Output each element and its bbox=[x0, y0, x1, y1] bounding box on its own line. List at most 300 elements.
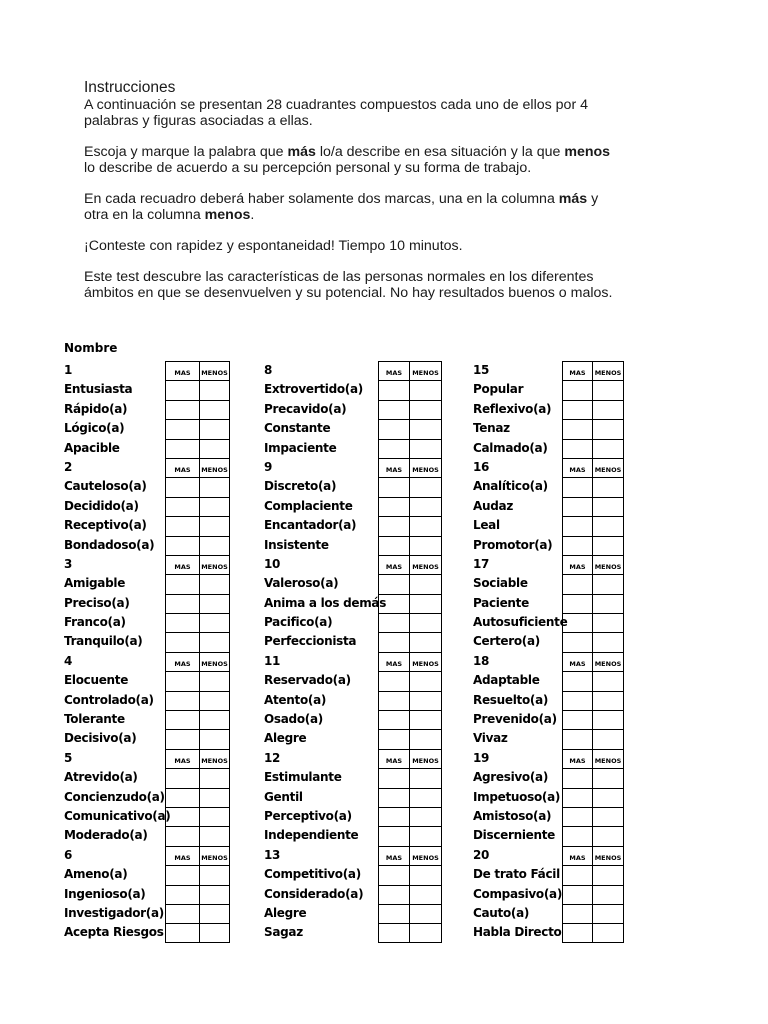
word-row bbox=[264, 497, 442, 516]
word-row bbox=[473, 632, 624, 651]
mas-checkbox[interactable] bbox=[378, 380, 409, 399]
menos-checkbox[interactable] bbox=[409, 400, 442, 419]
menos-checkbox[interactable] bbox=[409, 885, 442, 904]
word-label: Autosuficiente bbox=[473, 615, 568, 630]
menos-checkbox[interactable] bbox=[592, 419, 624, 438]
mas-checkbox[interactable] bbox=[562, 497, 592, 516]
word-label: Pacifico(a) bbox=[264, 615, 333, 630]
word-row bbox=[473, 923, 624, 942]
word-row bbox=[264, 729, 442, 748]
paragraph-text: y otra en la columna bbox=[84, 191, 599, 223]
menos-checkbox[interactable] bbox=[592, 477, 624, 496]
mas-checkbox[interactable] bbox=[378, 923, 409, 942]
mas-column-header: MAS bbox=[165, 749, 199, 768]
word-label: Leal bbox=[473, 518, 500, 533]
mas-checkbox[interactable] bbox=[165, 807, 199, 826]
block-number: 13 bbox=[264, 847, 281, 862]
word-row bbox=[473, 497, 624, 516]
word-row bbox=[64, 594, 230, 613]
word-row bbox=[473, 768, 624, 787]
mas-checkbox[interactable] bbox=[562, 439, 592, 458]
menos-checkbox[interactable] bbox=[199, 536, 230, 555]
mas-checkbox[interactable] bbox=[165, 691, 199, 710]
menos-checkbox[interactable] bbox=[199, 865, 230, 884]
block-header-row bbox=[64, 749, 230, 768]
mas-checkbox[interactable] bbox=[562, 516, 592, 535]
word-label: Tenaz bbox=[473, 421, 510, 436]
menos-checkbox[interactable] bbox=[199, 380, 230, 399]
mas-checkbox[interactable] bbox=[378, 419, 409, 438]
menos-checkbox[interactable] bbox=[592, 729, 624, 748]
mas-checkbox[interactable] bbox=[165, 516, 199, 535]
mas-checkbox[interactable] bbox=[165, 574, 199, 593]
mas-checkbox[interactable] bbox=[378, 904, 409, 923]
menos-checkbox[interactable] bbox=[199, 904, 230, 923]
mas-checkbox[interactable] bbox=[378, 710, 409, 729]
block-header-row bbox=[473, 555, 624, 574]
word-row bbox=[64, 885, 230, 904]
mas-column-header: MAS bbox=[562, 555, 592, 574]
menos-checkbox[interactable] bbox=[592, 923, 624, 942]
block-number: 19 bbox=[473, 750, 490, 765]
word-row bbox=[473, 594, 624, 613]
mas-checkbox[interactable] bbox=[165, 826, 199, 845]
mas-checkbox[interactable] bbox=[562, 710, 592, 729]
menos-column-header: MENOS bbox=[592, 361, 624, 380]
menos-checkbox[interactable] bbox=[199, 419, 230, 438]
mas-checkbox[interactable] bbox=[378, 729, 409, 748]
menos-column-header: MENOS bbox=[199, 846, 230, 865]
word-label: Elocuente bbox=[64, 673, 129, 688]
word-label: Compasivo(a) bbox=[473, 886, 563, 901]
mas-checkbox[interactable] bbox=[378, 788, 409, 807]
mas-checkbox[interactable] bbox=[165, 497, 199, 516]
word-label: Promotor(a) bbox=[473, 537, 553, 552]
block-number: 6 bbox=[64, 847, 73, 862]
word-row bbox=[64, 826, 230, 845]
word-label: Extrovertido(a) bbox=[264, 382, 363, 397]
block-header-row bbox=[264, 652, 442, 671]
menos-column-header: MENOS bbox=[409, 458, 442, 477]
word-row bbox=[64, 632, 230, 651]
instructions-paragraph-1: A continuación se presentan 28 cuadrantes compuestos cada uno de ellos por 4 palabras y figuras asociadas a ellas. bbox=[84, 97, 588, 129]
word-label: Entusiasta bbox=[64, 382, 133, 397]
block-number: 2 bbox=[64, 459, 73, 474]
word-row bbox=[264, 788, 442, 807]
mas-checkbox[interactable] bbox=[378, 865, 409, 884]
word-label: Agresivo(a) bbox=[473, 770, 549, 785]
mas-checkbox[interactable] bbox=[378, 439, 409, 458]
block-header-row bbox=[264, 749, 442, 768]
word-row bbox=[473, 904, 624, 923]
menos-checkbox[interactable] bbox=[199, 400, 230, 419]
mas-checkbox[interactable] bbox=[562, 594, 592, 613]
word-label: Ameno(a) bbox=[64, 867, 128, 882]
block-header-row bbox=[473, 458, 624, 477]
menos-checkbox[interactable] bbox=[409, 691, 442, 710]
menos-checkbox[interactable] bbox=[409, 632, 442, 651]
mas-checkbox[interactable] bbox=[562, 885, 592, 904]
menos-column-header: MENOS bbox=[199, 555, 230, 574]
word-label: Perfeccionista bbox=[264, 634, 357, 649]
word-row bbox=[64, 574, 230, 593]
word-row bbox=[264, 923, 442, 942]
mas-checkbox[interactable] bbox=[378, 574, 409, 593]
word-row bbox=[473, 536, 624, 555]
mas-checkbox[interactable] bbox=[562, 671, 592, 690]
word-row bbox=[264, 380, 442, 399]
menos-checkbox[interactable] bbox=[199, 923, 230, 942]
word-row bbox=[64, 439, 230, 458]
menos-column-header: MENOS bbox=[199, 361, 230, 380]
menos-checkbox[interactable] bbox=[199, 768, 230, 787]
emphasis-text: más bbox=[287, 144, 316, 160]
menos-checkbox[interactable] bbox=[199, 574, 230, 593]
mas-checkbox[interactable] bbox=[562, 904, 592, 923]
menos-checkbox[interactable] bbox=[199, 788, 230, 807]
mas-checkbox[interactable] bbox=[562, 380, 592, 399]
menos-checkbox[interactable] bbox=[409, 788, 442, 807]
mas-checkbox[interactable] bbox=[562, 632, 592, 651]
menos-checkbox[interactable] bbox=[199, 691, 230, 710]
word-row bbox=[473, 865, 624, 884]
instructions-paragraph-2 bbox=[84, 144, 614, 176]
word-label: Reservado(a) bbox=[264, 673, 351, 688]
word-label: Alegre bbox=[264, 905, 307, 920]
menos-checkbox[interactable] bbox=[409, 671, 442, 690]
menos-checkbox[interactable] bbox=[409, 865, 442, 884]
block-header-row bbox=[473, 361, 624, 380]
mas-checkbox[interactable] bbox=[562, 826, 592, 845]
menos-column-header: MENOS bbox=[592, 555, 624, 574]
block-number: 5 bbox=[64, 750, 73, 765]
mas-checkbox[interactable] bbox=[165, 729, 199, 748]
menos-checkbox[interactable] bbox=[199, 807, 230, 826]
menos-checkbox[interactable] bbox=[592, 380, 624, 399]
mas-checkbox[interactable] bbox=[165, 380, 199, 399]
mas-checkbox[interactable] bbox=[378, 885, 409, 904]
menos-column-header: MENOS bbox=[592, 846, 624, 865]
menos-checkbox[interactable] bbox=[592, 710, 624, 729]
block-header-row bbox=[473, 652, 624, 671]
menos-checkbox[interactable] bbox=[592, 807, 624, 826]
word-row bbox=[473, 788, 624, 807]
word-row bbox=[473, 613, 624, 632]
word-label: Concienzudo(a) bbox=[64, 789, 165, 804]
emphasis-text: más bbox=[558, 191, 588, 207]
word-row bbox=[64, 380, 230, 399]
word-label: Competitivo(a) bbox=[264, 867, 361, 882]
word-row bbox=[473, 516, 624, 535]
mas-checkbox[interactable] bbox=[562, 400, 592, 419]
word-label: Estimulante bbox=[264, 770, 342, 785]
mas-column-header: MAS bbox=[562, 652, 592, 671]
block-number: 18 bbox=[473, 653, 490, 668]
word-row bbox=[64, 788, 230, 807]
word-label: Considerado(a) bbox=[264, 886, 364, 901]
word-label: Cauto(a) bbox=[473, 905, 530, 920]
menos-checkbox[interactable] bbox=[592, 400, 624, 419]
block-number: 12 bbox=[264, 750, 281, 765]
block-header-row bbox=[64, 555, 230, 574]
word-label: Tranquilo(a) bbox=[64, 634, 143, 649]
word-label: Impetuoso(a) bbox=[473, 789, 561, 804]
word-row bbox=[473, 380, 624, 399]
block-number: 11 bbox=[264, 653, 281, 668]
menos-checkbox[interactable] bbox=[199, 594, 230, 613]
mas-checkbox[interactable] bbox=[165, 710, 199, 729]
menos-column-header: MENOS bbox=[409, 555, 442, 574]
menos-checkbox[interactable] bbox=[409, 904, 442, 923]
word-label: Moderado(a) bbox=[64, 828, 148, 843]
word-label: Perceptivo(a) bbox=[264, 808, 352, 823]
mas-checkbox[interactable] bbox=[378, 400, 409, 419]
word-label: Decisivo(a) bbox=[64, 731, 137, 746]
word-row bbox=[264, 419, 442, 438]
menos-checkbox[interactable] bbox=[592, 497, 624, 516]
word-row bbox=[264, 865, 442, 884]
block-header-row bbox=[64, 846, 230, 865]
mas-checkbox[interactable] bbox=[378, 826, 409, 845]
nombre-label: Nombre bbox=[64, 341, 118, 355]
word-row bbox=[64, 419, 230, 438]
menos-checkbox[interactable] bbox=[199, 671, 230, 690]
mas-checkbox[interactable] bbox=[562, 613, 592, 632]
menos-checkbox[interactable] bbox=[199, 497, 230, 516]
word-label: Insistente bbox=[264, 537, 329, 552]
word-row bbox=[64, 400, 230, 419]
mas-checkbox[interactable] bbox=[165, 632, 199, 651]
menos-column-header: MENOS bbox=[592, 652, 624, 671]
word-label: Decidido(a) bbox=[64, 498, 139, 513]
mas-column-header: MAS bbox=[378, 361, 409, 380]
menos-checkbox[interactable] bbox=[592, 594, 624, 613]
block-header-row bbox=[473, 846, 624, 865]
menos-checkbox[interactable] bbox=[592, 671, 624, 690]
menos-checkbox[interactable] bbox=[409, 613, 442, 632]
mas-checkbox[interactable] bbox=[165, 671, 199, 690]
mas-checkbox[interactable] bbox=[378, 594, 409, 613]
menos-checkbox[interactable] bbox=[409, 729, 442, 748]
mas-checkbox[interactable] bbox=[165, 419, 199, 438]
instructions-title: Instrucciones bbox=[84, 79, 176, 96]
word-label: Rápido(a) bbox=[64, 401, 128, 416]
menos-checkbox[interactable] bbox=[409, 710, 442, 729]
mas-checkbox[interactable] bbox=[165, 788, 199, 807]
word-label: Independiente bbox=[264, 828, 359, 843]
menos-column-header: MENOS bbox=[409, 749, 442, 768]
mas-checkbox[interactable] bbox=[562, 536, 592, 555]
menos-checkbox[interactable] bbox=[592, 885, 624, 904]
mas-checkbox[interactable] bbox=[165, 477, 199, 496]
menos-column-header: MENOS bbox=[592, 749, 624, 768]
paragraph-text: . bbox=[250, 207, 255, 223]
word-label: Lógico(a) bbox=[64, 421, 125, 436]
mas-checkbox[interactable] bbox=[378, 632, 409, 651]
mas-checkbox[interactable] bbox=[165, 594, 199, 613]
mas-column-header: MAS bbox=[562, 749, 592, 768]
menos-checkbox[interactable] bbox=[592, 691, 624, 710]
instructions-paragraph-3 bbox=[84, 191, 614, 223]
column-1 bbox=[64, 361, 230, 943]
mas-checkbox[interactable] bbox=[165, 613, 199, 632]
block-number: 15 bbox=[473, 363, 490, 377]
mas-column-header: MAS bbox=[165, 361, 199, 380]
menos-checkbox[interactable] bbox=[592, 516, 624, 535]
mas-column-header: MAS bbox=[378, 846, 409, 865]
mas-column-header: MAS bbox=[165, 652, 199, 671]
menos-checkbox[interactable] bbox=[409, 477, 442, 496]
menos-checkbox[interactable] bbox=[592, 904, 624, 923]
menos-checkbox[interactable] bbox=[409, 594, 442, 613]
menos-checkbox[interactable] bbox=[592, 768, 624, 787]
mas-column-header: MAS bbox=[165, 458, 199, 477]
menos-checkbox[interactable] bbox=[409, 768, 442, 787]
word-row bbox=[64, 516, 230, 535]
mas-checkbox[interactable] bbox=[378, 807, 409, 826]
mas-checkbox[interactable] bbox=[378, 497, 409, 516]
word-row bbox=[473, 691, 624, 710]
menos-checkbox[interactable] bbox=[199, 826, 230, 845]
block-header-row bbox=[264, 555, 442, 574]
menos-checkbox[interactable] bbox=[592, 536, 624, 555]
mas-checkbox[interactable] bbox=[165, 923, 199, 942]
word-row bbox=[264, 439, 442, 458]
paragraph-text: En cada recuadro deberá haber solamente dos marcas, una en la columna bbox=[84, 191, 559, 207]
mas-checkbox[interactable] bbox=[562, 729, 592, 748]
menos-column-header: MENOS bbox=[409, 652, 442, 671]
menos-checkbox[interactable] bbox=[592, 439, 624, 458]
menos-checkbox[interactable] bbox=[409, 574, 442, 593]
menos-checkbox[interactable] bbox=[592, 865, 624, 884]
mas-checkbox[interactable] bbox=[378, 536, 409, 555]
word-label: Audaz bbox=[473, 498, 514, 513]
menos-checkbox[interactable] bbox=[409, 536, 442, 555]
word-label: Ingenioso(a) bbox=[64, 886, 146, 901]
mas-checkbox[interactable] bbox=[562, 807, 592, 826]
menos-checkbox[interactable] bbox=[409, 380, 442, 399]
mas-checkbox[interactable] bbox=[562, 419, 592, 438]
word-label: Acepta Riesgos bbox=[64, 925, 164, 940]
word-row bbox=[264, 710, 442, 729]
word-label: Encantador(a) bbox=[264, 518, 357, 533]
mas-column-header: MAS bbox=[378, 652, 409, 671]
menos-checkbox[interactable] bbox=[409, 516, 442, 535]
mas-checkbox[interactable] bbox=[378, 477, 409, 496]
menos-checkbox[interactable] bbox=[592, 613, 624, 632]
emphasis-text: menos bbox=[564, 144, 611, 160]
word-label: Vivaz bbox=[473, 731, 508, 746]
word-label: Sagaz bbox=[264, 925, 303, 940]
word-row bbox=[264, 477, 442, 496]
word-label: Calmado(a) bbox=[473, 440, 548, 455]
menos-checkbox[interactable] bbox=[199, 729, 230, 748]
menos-checkbox[interactable] bbox=[199, 632, 230, 651]
word-row bbox=[264, 671, 442, 690]
block-header-row bbox=[64, 458, 230, 477]
block-number: 8 bbox=[264, 363, 273, 377]
mas-checkbox[interactable] bbox=[562, 691, 592, 710]
mas-checkbox[interactable] bbox=[165, 768, 199, 787]
word-label: Impaciente bbox=[264, 440, 337, 455]
menos-checkbox[interactable] bbox=[409, 826, 442, 845]
word-row bbox=[64, 671, 230, 690]
menos-checkbox[interactable] bbox=[199, 613, 230, 632]
word-row bbox=[473, 400, 624, 419]
mas-checkbox[interactable] bbox=[378, 516, 409, 535]
mas-checkbox[interactable] bbox=[165, 400, 199, 419]
menos-checkbox[interactable] bbox=[409, 923, 442, 942]
menos-checkbox[interactable] bbox=[409, 419, 442, 438]
word-row bbox=[473, 826, 624, 845]
menos-checkbox[interactable] bbox=[592, 788, 624, 807]
word-row bbox=[64, 865, 230, 884]
menos-checkbox[interactable] bbox=[409, 439, 442, 458]
menos-checkbox[interactable] bbox=[199, 710, 230, 729]
word-label: De trato Fácil bbox=[473, 867, 560, 882]
mas-column-header: MAS bbox=[562, 361, 592, 380]
mas-column-header: MAS bbox=[165, 846, 199, 865]
paragraph-text: Escoja y marque la palabra que bbox=[84, 144, 288, 160]
mas-checkbox[interactable] bbox=[165, 439, 199, 458]
menos-checkbox[interactable] bbox=[199, 516, 230, 535]
word-label: Bondadoso(a) bbox=[64, 537, 155, 552]
mas-checkbox[interactable] bbox=[165, 865, 199, 884]
word-label: Preciso(a) bbox=[64, 595, 130, 610]
word-label: Franco(a) bbox=[64, 615, 126, 630]
mas-checkbox[interactable] bbox=[562, 788, 592, 807]
menos-checkbox[interactable] bbox=[592, 632, 624, 651]
menos-checkbox[interactable] bbox=[592, 574, 624, 593]
mas-checkbox[interactable] bbox=[562, 477, 592, 496]
mas-checkbox[interactable] bbox=[562, 923, 592, 942]
mas-checkbox[interactable] bbox=[378, 613, 409, 632]
word-label: Controlado(a) bbox=[64, 692, 154, 707]
mas-checkbox[interactable] bbox=[378, 691, 409, 710]
word-row bbox=[264, 536, 442, 555]
block-header-row bbox=[264, 361, 442, 380]
word-row bbox=[64, 477, 230, 496]
menos-checkbox[interactable] bbox=[199, 885, 230, 904]
menos-checkbox[interactable] bbox=[592, 826, 624, 845]
mas-checkbox[interactable] bbox=[562, 865, 592, 884]
word-label: Reflexivo(a) bbox=[473, 401, 552, 416]
word-row bbox=[264, 768, 442, 787]
block-header-row bbox=[64, 652, 230, 671]
word-row bbox=[473, 439, 624, 458]
instructions-paragraph-4: ¡Conteste con rapidez y espontaneidad! Tiempo 10 minutos. bbox=[84, 238, 463, 254]
menos-checkbox[interactable] bbox=[409, 497, 442, 516]
mas-checkbox[interactable] bbox=[562, 768, 592, 787]
word-row bbox=[264, 516, 442, 535]
menos-checkbox[interactable] bbox=[409, 807, 442, 826]
menos-checkbox[interactable] bbox=[199, 477, 230, 496]
mas-checkbox[interactable] bbox=[562, 574, 592, 593]
word-label: Resuelto(a) bbox=[473, 692, 549, 707]
mas-checkbox[interactable] bbox=[378, 671, 409, 690]
mas-checkbox[interactable] bbox=[378, 768, 409, 787]
mas-checkbox[interactable] bbox=[165, 885, 199, 904]
menos-checkbox[interactable] bbox=[199, 439, 230, 458]
mas-column-header: MAS bbox=[378, 458, 409, 477]
mas-checkbox[interactable] bbox=[165, 536, 199, 555]
word-label: Popular bbox=[473, 382, 524, 397]
word-row bbox=[64, 768, 230, 787]
word-row bbox=[473, 574, 624, 593]
word-row bbox=[64, 923, 230, 942]
word-label: Amistoso(a) bbox=[473, 808, 552, 823]
mas-checkbox[interactable] bbox=[165, 904, 199, 923]
